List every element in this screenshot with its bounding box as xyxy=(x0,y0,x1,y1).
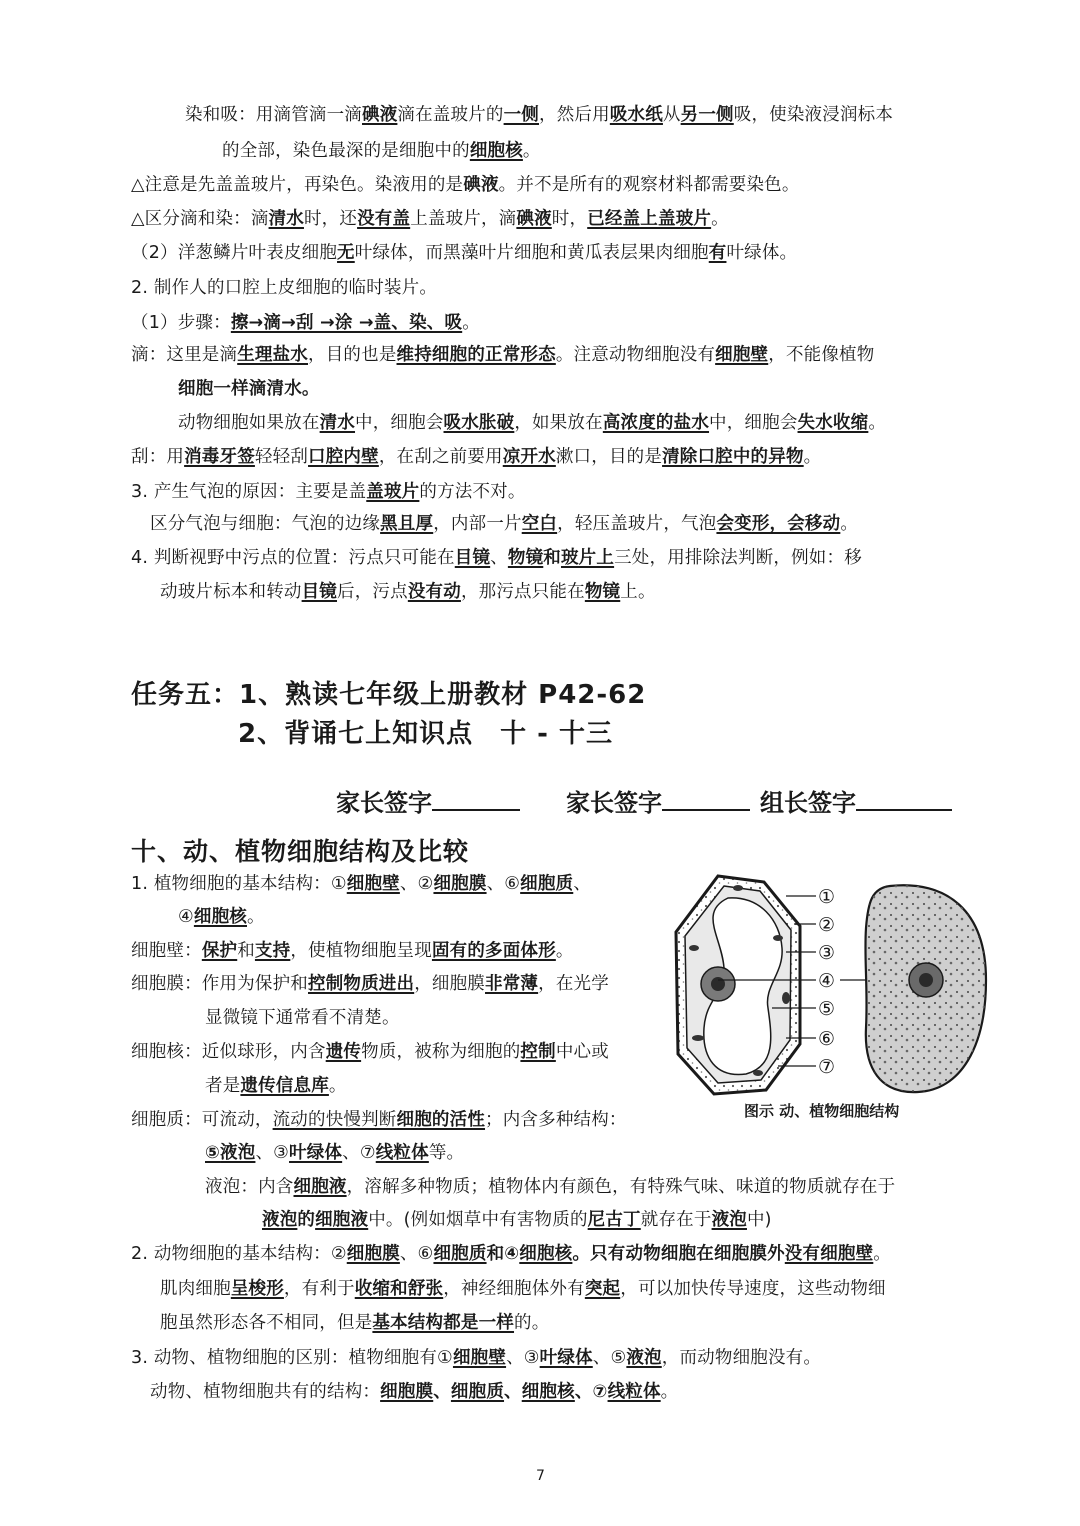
answer: 生理盐水 xyxy=(237,345,309,365)
answer: 遗传信息库 xyxy=(240,1076,329,1096)
text: 、 xyxy=(490,548,508,568)
text: 、⑦ xyxy=(574,1382,608,1402)
vacuole-line-2 xyxy=(262,1208,772,1232)
text: ，而动物细胞没有。 xyxy=(661,1348,822,1368)
text: 。 xyxy=(555,941,574,961)
plant-structure-line-1 xyxy=(131,872,591,896)
text: 和 xyxy=(543,548,561,568)
answer: 液泡 xyxy=(262,1210,298,1230)
section-title: 十、动、植物细胞结构及比较 xyxy=(131,837,470,866)
text: 从 xyxy=(662,105,681,125)
text: 、③ xyxy=(506,1348,540,1368)
text: 4. 判断视野中污点的位置：污点只可能在 xyxy=(131,548,455,568)
answer: 清除口腔中的异物 xyxy=(662,447,804,467)
answer: 细胞核 xyxy=(469,141,523,161)
text: 细胞核：近似球形，内含 xyxy=(131,1042,326,1062)
text: 、② xyxy=(399,874,434,894)
figure-label-6: ⑥ xyxy=(818,1028,836,1050)
text: 。只有动物细胞在细胞膜外 xyxy=(572,1244,785,1264)
signature-blank[interactable] xyxy=(662,787,750,811)
answer: 非常薄 xyxy=(485,974,539,994)
text: ，内部一片 xyxy=(433,514,522,534)
answer: 细胞的活性 xyxy=(396,1110,486,1130)
text: 3. 动物、植物细胞的区别：植物细胞有① xyxy=(131,1348,453,1368)
answer: 流动的快慢判断 xyxy=(272,1110,397,1130)
figure-label-4: ④ xyxy=(818,970,836,992)
answer: 遗传 xyxy=(325,1042,362,1062)
text: 中心或 xyxy=(555,1042,609,1062)
answer: 凉开水 xyxy=(502,447,556,467)
text: 后，污点 xyxy=(337,582,408,602)
text: 细胞一样滴清水。 xyxy=(178,379,320,399)
answer: 维持细胞的正常形态 xyxy=(396,345,556,365)
item-2-heading xyxy=(131,276,437,300)
text: ，轻压盖玻片，气泡 xyxy=(557,514,717,534)
staining-line-2 xyxy=(222,139,541,163)
text: 的。 xyxy=(514,1313,550,1333)
answer: 没有细胞壁 xyxy=(784,1244,874,1264)
drop-line-2 xyxy=(178,377,320,401)
answer: 支持 xyxy=(254,941,291,961)
answer: 基本结构都是一样 xyxy=(372,1313,515,1333)
answer: 细胞壁 xyxy=(452,1348,507,1368)
text: 胞虽然形态各不相同，但是 xyxy=(160,1313,373,1333)
text: 。 xyxy=(660,1382,679,1402)
text: 的全部，染色最深的是细胞中的 xyxy=(222,141,470,161)
text: 上盖玻片，滴 xyxy=(410,209,517,229)
answer: 控制物质进出 xyxy=(308,974,415,994)
stain-position-line-2 xyxy=(160,580,656,604)
text: 滴在盖玻片的 xyxy=(397,105,504,125)
text: 1. 植物细胞的基本结构：① xyxy=(131,874,347,894)
answer: 细胞核 xyxy=(521,1382,575,1402)
text: 显微镜下通常看不清楚。 xyxy=(205,1008,400,1028)
text: 。 xyxy=(803,447,822,467)
text: 动玻片标本和转动 xyxy=(160,582,302,602)
text: 2. 制作人的口腔上皮细胞的临时装片。 xyxy=(131,278,438,298)
text: 染和吸：用滴管滴一滴 xyxy=(185,105,362,125)
text: 、 xyxy=(433,1382,451,1402)
text: 中。(例如烟草中有害物质的 xyxy=(368,1210,588,1230)
common-structure-line xyxy=(150,1380,678,1404)
page-number: 7 xyxy=(536,1468,545,1484)
answer: 玻片上 xyxy=(560,548,615,568)
answer: 目镜 xyxy=(454,548,491,568)
answer: 液泡 xyxy=(626,1348,662,1368)
figure-label-1: ① xyxy=(818,886,836,908)
text: ，目的也是 xyxy=(308,345,397,365)
answer: 细胞壁 xyxy=(715,345,769,365)
answer: 空白 xyxy=(521,514,558,534)
text: 。 xyxy=(462,313,480,333)
signature-parent-1 xyxy=(336,783,520,818)
drop-line-1 xyxy=(131,343,874,367)
answer: 失水收缩 xyxy=(797,413,869,433)
answer: 固有的多面体形 xyxy=(431,941,556,961)
answer: 保护 xyxy=(201,941,238,961)
text: 细胞膜：作用为保护和 xyxy=(131,974,308,994)
plant-structure-line-2 xyxy=(178,905,265,929)
answer: 盖玻片 xyxy=(366,482,420,502)
text: ，不能像植物 xyxy=(768,345,875,365)
muscle-cell-line xyxy=(160,1277,886,1301)
animal-cell-water-line xyxy=(178,411,886,435)
text: 中) xyxy=(746,1210,772,1230)
text: 就存在于 xyxy=(640,1210,712,1230)
text: 。并不是所有的观察材料都需要染色。 xyxy=(498,175,800,195)
figure-label-7: ⑦ xyxy=(818,1056,836,1078)
answer: 尼古丁 xyxy=(587,1210,641,1230)
answer: 碘液 xyxy=(516,209,552,229)
answer: 细胞壁 xyxy=(346,874,400,894)
animal-structure-line xyxy=(131,1242,891,1266)
answer: 已经盖上盖玻片 xyxy=(587,209,712,229)
answer: 收缩和舒张 xyxy=(354,1279,444,1299)
text: ，溶解多种物质；植物体内有颜色，有特殊气味、味道的物质就存在于 xyxy=(346,1177,896,1197)
bubble-distinguish-line xyxy=(150,512,858,536)
text: 。 xyxy=(840,514,859,534)
text: ，细胞膜 xyxy=(414,974,486,994)
cell-diagram xyxy=(668,868,998,1108)
text: 、⑥ xyxy=(399,1244,434,1264)
animal-cell xyxy=(865,885,986,1092)
answer: 控制 xyxy=(520,1042,556,1062)
text: （1）步骤： xyxy=(131,313,231,333)
answer: 碘液 xyxy=(463,175,499,195)
answer: 细胞膜 xyxy=(346,1244,400,1264)
text: 3. 产生气泡的原因：主要是盖 xyxy=(131,482,367,502)
figure-label-2: ② xyxy=(818,914,836,936)
answer: 吸水胀破 xyxy=(443,413,515,433)
distinguish-line xyxy=(131,207,729,231)
basic-structure-line xyxy=(160,1311,549,1335)
answer: 细胞液 xyxy=(293,1177,347,1197)
scrape-line xyxy=(131,445,821,469)
text: 等。 xyxy=(428,1143,465,1163)
signature-leader xyxy=(760,783,952,818)
text: 中，细胞会 xyxy=(709,413,798,433)
answer: 擦→滴→刮 →涂 →盖、染、吸 xyxy=(230,313,463,333)
text: 三处，用排除法判断，例如：移 xyxy=(614,548,862,568)
text: ④ xyxy=(178,907,194,927)
onion-line xyxy=(131,241,797,265)
text: 动物细胞如果放在 xyxy=(178,413,320,433)
answer: 呈梭形 xyxy=(230,1279,284,1299)
text: 2. 动物细胞的基本结构：② xyxy=(131,1244,347,1264)
signature-blank[interactable] xyxy=(856,787,952,811)
nucleus-line-1 xyxy=(131,1040,609,1064)
signature-label: 家长签字 xyxy=(566,789,662,817)
answer: 细胞质 xyxy=(433,1244,487,1264)
answer: 叶绿体 xyxy=(289,1143,343,1163)
text: 细胞壁： xyxy=(131,941,202,961)
answer: 会变形，会移动 xyxy=(716,514,841,534)
text: 液泡：内含 xyxy=(205,1177,294,1197)
text: 者是 xyxy=(205,1076,241,1096)
figure-label-5: ⑤ xyxy=(818,998,836,1020)
answer: 一侧 xyxy=(503,105,540,125)
text: 和④ xyxy=(486,1244,520,1264)
text: △注意是先盖盖玻片，再染色。染液用的是 xyxy=(131,175,464,195)
text: 细胞质：可流动， xyxy=(131,1110,273,1130)
answer: 无 xyxy=(337,243,355,263)
answer: 没有动 xyxy=(407,582,461,602)
text: 漱口，目的是 xyxy=(555,447,663,467)
text: ，如果放在 xyxy=(514,413,603,433)
text: 动物、植物细胞共有的结构： xyxy=(150,1382,381,1402)
text: 区分气泡与细胞：气泡的边缘 xyxy=(150,514,381,534)
text: 叶绿体，而黑藻叶片细胞和黄瓜表层果肉细胞 xyxy=(354,243,709,263)
answer: 物镜 xyxy=(584,582,621,602)
text: 、③ xyxy=(255,1143,290,1163)
answer: 黑且厚 xyxy=(380,514,434,534)
answer: 高浓度的盐水 xyxy=(602,413,710,433)
stain-position-line-1 xyxy=(131,546,862,570)
bubble-cause-line xyxy=(131,480,526,504)
answer: 另一侧 xyxy=(680,105,734,125)
note-line xyxy=(131,173,800,197)
cytoplasm-line-2 xyxy=(205,1141,464,1165)
answer: 液泡 xyxy=(220,1143,256,1163)
nucleus-line-2 xyxy=(205,1074,347,1098)
answer: 细胞膜 xyxy=(433,874,487,894)
answer: 物镜 xyxy=(507,548,544,568)
task-line-2: 2、背诵七上知识点 十 - 十三 xyxy=(238,719,613,749)
answer: 细胞质 xyxy=(520,874,574,894)
text: （2）洋葱鳞片叶表皮细胞 xyxy=(131,243,338,263)
text: ，可以加快传导速度，这些动物细 xyxy=(620,1279,886,1299)
answer: 叶绿体 xyxy=(539,1348,593,1368)
text: 上。 xyxy=(620,582,656,602)
steps-line xyxy=(131,311,480,335)
answer: 消毒牙签 xyxy=(184,447,255,467)
signature-blank[interactable] xyxy=(432,787,520,811)
answer: 细胞膜 xyxy=(380,1382,434,1402)
text: ，在光学 xyxy=(538,974,609,994)
text: 和 xyxy=(237,941,255,961)
text: ，那污点只能在 xyxy=(460,582,585,602)
text: 时， xyxy=(551,209,588,229)
text: 。 xyxy=(711,209,729,229)
vacuole-line-1 xyxy=(205,1175,895,1199)
answer: 液泡 xyxy=(711,1210,747,1230)
answer: 细胞液 xyxy=(315,1210,369,1230)
plant-cell xyxy=(676,876,800,1094)
answer: 细胞质 xyxy=(450,1382,505,1402)
text: 、 xyxy=(573,874,591,894)
cell-wall-line xyxy=(131,939,574,963)
text: 时，还 xyxy=(303,209,358,229)
text: 刮：用 xyxy=(131,447,185,467)
signature-label: 组长签字 xyxy=(760,789,856,817)
cell-membrane-line-1 xyxy=(131,972,609,996)
cell-membrane-line-2 xyxy=(205,1006,400,1030)
text: △区分滴和染：滴 xyxy=(131,209,269,229)
figure-caption: 图示 动、植物细胞结构 xyxy=(744,1102,900,1120)
answer: 清水 xyxy=(268,209,304,229)
text: 、⑥ xyxy=(486,874,521,894)
text: 物质，被称为细胞的 xyxy=(361,1042,521,1062)
text: ，使植物细胞呈现 xyxy=(290,941,432,961)
staining-line-1 xyxy=(185,103,893,127)
answer: 线粒体 xyxy=(607,1382,661,1402)
answer: 细胞核 xyxy=(519,1244,573,1264)
answer: 有 xyxy=(708,243,727,263)
text: 。 xyxy=(868,413,887,433)
text: 滴：这里是滴 xyxy=(131,345,238,365)
difference-line xyxy=(131,1346,821,1370)
signature-label: 家长签字 xyxy=(336,789,432,817)
text: 。 xyxy=(873,1244,891,1264)
cytoplasm-line-1 xyxy=(131,1108,627,1132)
text: 。注意动物细胞没有 xyxy=(555,345,716,365)
figure-label-3: ③ xyxy=(818,942,836,964)
cell-structure-figure xyxy=(668,868,998,1128)
text: 中，细胞会 xyxy=(355,413,444,433)
text: ，在刮之前要用 xyxy=(378,447,503,467)
text: 肌肉细胞 xyxy=(160,1279,231,1299)
answer: 突起 xyxy=(584,1279,621,1299)
text: 。 xyxy=(328,1076,347,1096)
answer: 目镜 xyxy=(301,582,338,602)
text: 。 xyxy=(522,141,541,161)
text: 的 xyxy=(297,1210,316,1230)
text: ，然后用 xyxy=(539,105,610,125)
text: 轻轻刮 xyxy=(254,447,309,467)
answer: ⑤ xyxy=(205,1143,221,1163)
task-line-1: 任务五：1、熟读七年级上册教材 P42-62 xyxy=(131,680,647,710)
signature-parent-2 xyxy=(566,783,750,818)
answer: 口腔内壁 xyxy=(308,447,379,467)
text: 、⑤ xyxy=(592,1348,627,1368)
answer: 吸水纸 xyxy=(609,105,663,125)
answer: 细胞核 xyxy=(193,907,247,927)
text: 的方法不对。 xyxy=(419,482,526,502)
text: ，有利于 xyxy=(283,1279,355,1299)
answer: 清水 xyxy=(319,413,356,433)
answer: 碘液 xyxy=(362,105,398,125)
text: 、 xyxy=(504,1382,522,1402)
text: ；内含多种结构： xyxy=(485,1110,627,1130)
text: 、⑦ xyxy=(342,1143,376,1163)
answer: 没有盖 xyxy=(357,209,411,229)
text: 叶绿体。 xyxy=(726,243,798,263)
answer: 线粒体 xyxy=(375,1143,429,1163)
text: 吸，使染液浸润标本 xyxy=(733,105,894,125)
text: 。 xyxy=(247,907,265,927)
text: ，神经细胞体外有 xyxy=(443,1279,585,1299)
